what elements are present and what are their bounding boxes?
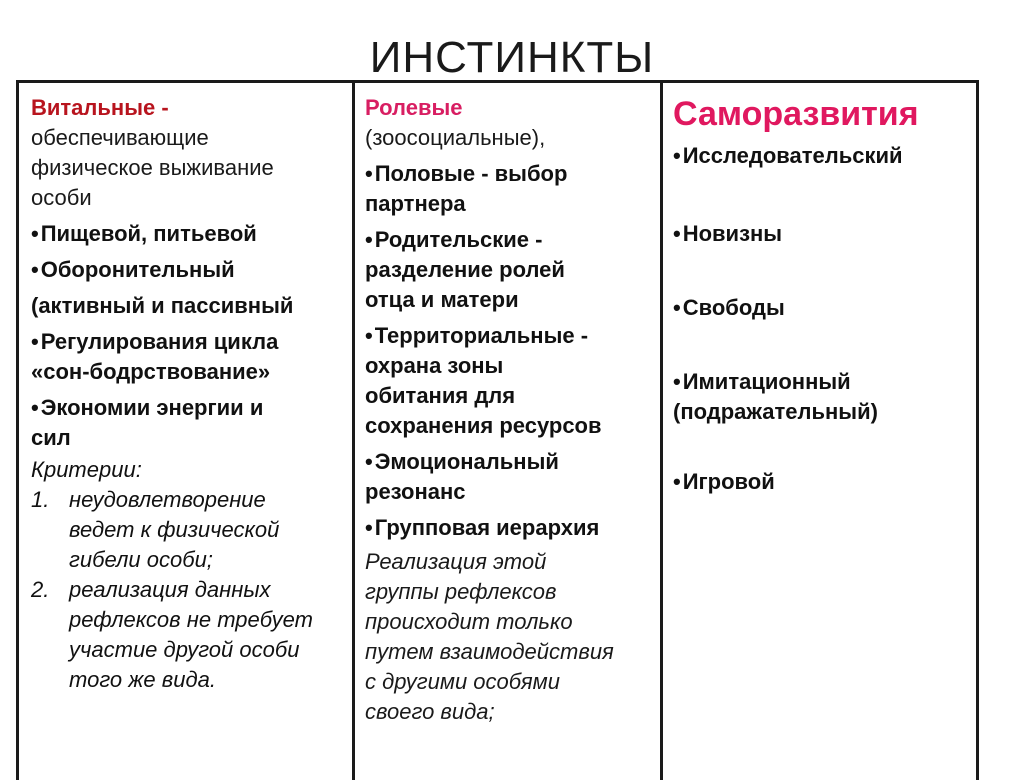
self-dev-item-play [673, 467, 968, 497]
criteria-label: Критерии: [31, 457, 142, 482]
role-note-line: Реализация этой [365, 549, 547, 574]
role-note-line: путем взаимодействия [365, 639, 614, 664]
bullet: • [365, 515, 373, 540]
vital-item-defense [31, 255, 344, 285]
vital-item-energy [31, 393, 344, 453]
vital-description [31, 123, 344, 213]
role-item-text: Половые - выбор [374, 161, 568, 186]
bullet: • [365, 323, 373, 348]
role-item-text: обитания для [365, 383, 516, 408]
role-item-emotional [365, 447, 652, 507]
criteria-line: участие другой особи [69, 637, 300, 662]
bullet: • [365, 161, 373, 186]
role-item-sexual [365, 159, 652, 219]
role-item-parental [365, 225, 652, 315]
criteria-line: рефлексов не требует [69, 607, 313, 632]
role-note [365, 547, 652, 727]
role-item-text: Территориальные - [374, 323, 589, 348]
vital-item-text: сил [31, 425, 71, 450]
criteria-item [31, 485, 344, 575]
role-item-text: Эмоциональный [374, 449, 559, 474]
vital-item-text: (активный и пассивный [31, 293, 294, 318]
criteria-list [31, 485, 344, 695]
self-dev-item-text: (подражательный) [673, 399, 878, 424]
column-role [352, 83, 660, 780]
vital-item-sleep-cycle [31, 327, 344, 387]
vital-desc-line: обеспечивающие [31, 125, 209, 150]
criteria-line: неудовлетворение [69, 487, 266, 512]
self-dev-item-freedom [673, 293, 968, 323]
vital-item-text: Пищевой, питьевой [40, 221, 257, 246]
criteria-item [31, 575, 344, 695]
role-item-territorial [365, 321, 652, 441]
self-dev-item-text: Имитационный [682, 369, 851, 394]
criteria-line: гибели особи; [69, 547, 213, 572]
self-dev-item-research [673, 141, 968, 171]
bullet: • [673, 369, 681, 394]
self-dev-item-text: Игровой [682, 469, 775, 494]
bullet: • [31, 329, 39, 354]
bullet: • [673, 295, 681, 320]
role-heading: Ролевые [365, 95, 463, 120]
vital-desc-line: особи [31, 185, 92, 210]
vital-heading: Витальные - [31, 95, 169, 120]
self-dev-item-text: Новизны [682, 221, 783, 246]
self-dev-item-text: Исследовательский [682, 143, 903, 168]
bullet: • [673, 469, 681, 494]
role-note-line: группы рефлексов [365, 579, 557, 604]
role-item-text: Родительские - [374, 227, 543, 252]
vital-desc-line: физическое выживание [31, 155, 274, 180]
column-vital [19, 83, 352, 780]
bullet: • [31, 395, 39, 420]
vital-item-text: Регулирования цикла [40, 329, 279, 354]
criteria-line: ведет к физической [69, 517, 280, 542]
self-dev-item-novelty [673, 219, 968, 249]
role-note-line: с другими особями [365, 669, 560, 694]
self-dev-item-imitation [673, 367, 968, 427]
role-item-text: сохранения ресурсов [365, 413, 602, 438]
bullet: • [673, 221, 681, 246]
role-item-text: партнера [365, 191, 466, 216]
bullet: • [31, 221, 39, 246]
vital-item-food [31, 219, 344, 249]
vital-item-defense-detail [31, 291, 344, 321]
criteria-number: 1. [31, 487, 50, 512]
criteria-line: того же вида. [69, 667, 216, 692]
role-note-line: происходит только [365, 609, 573, 634]
role-item-hierarchy [365, 513, 652, 543]
role-item-text: резонанс [365, 479, 466, 504]
bullet: • [365, 449, 373, 474]
instincts-table [16, 80, 979, 780]
page-title: ИНСТИНКТЫ [369, 33, 655, 82]
role-item-text: разделение ролей [365, 257, 565, 282]
bullet: • [365, 227, 373, 252]
criteria-line: реализация данных [69, 577, 271, 602]
bullet: • [673, 143, 681, 168]
column-self-development [660, 83, 976, 780]
vital-item-text: «сон-бодрствование» [31, 359, 271, 384]
role-note-line: своего вида; [365, 699, 495, 724]
role-item-text: отца и матери [365, 287, 519, 312]
bullet: • [31, 257, 39, 282]
self-dev-item-text: Свободы [682, 295, 785, 320]
self-dev-heading: Саморазвития [673, 95, 919, 133]
role-description: (зоосоциальные), [365, 125, 546, 150]
vital-item-text: Экономии энергии и [40, 395, 264, 420]
vital-item-text: Оборонительный [40, 257, 235, 282]
role-item-text: охрана зоны [365, 353, 504, 378]
role-item-text: Групповая иерархия [374, 515, 600, 540]
criteria-number: 2. [31, 577, 50, 602]
